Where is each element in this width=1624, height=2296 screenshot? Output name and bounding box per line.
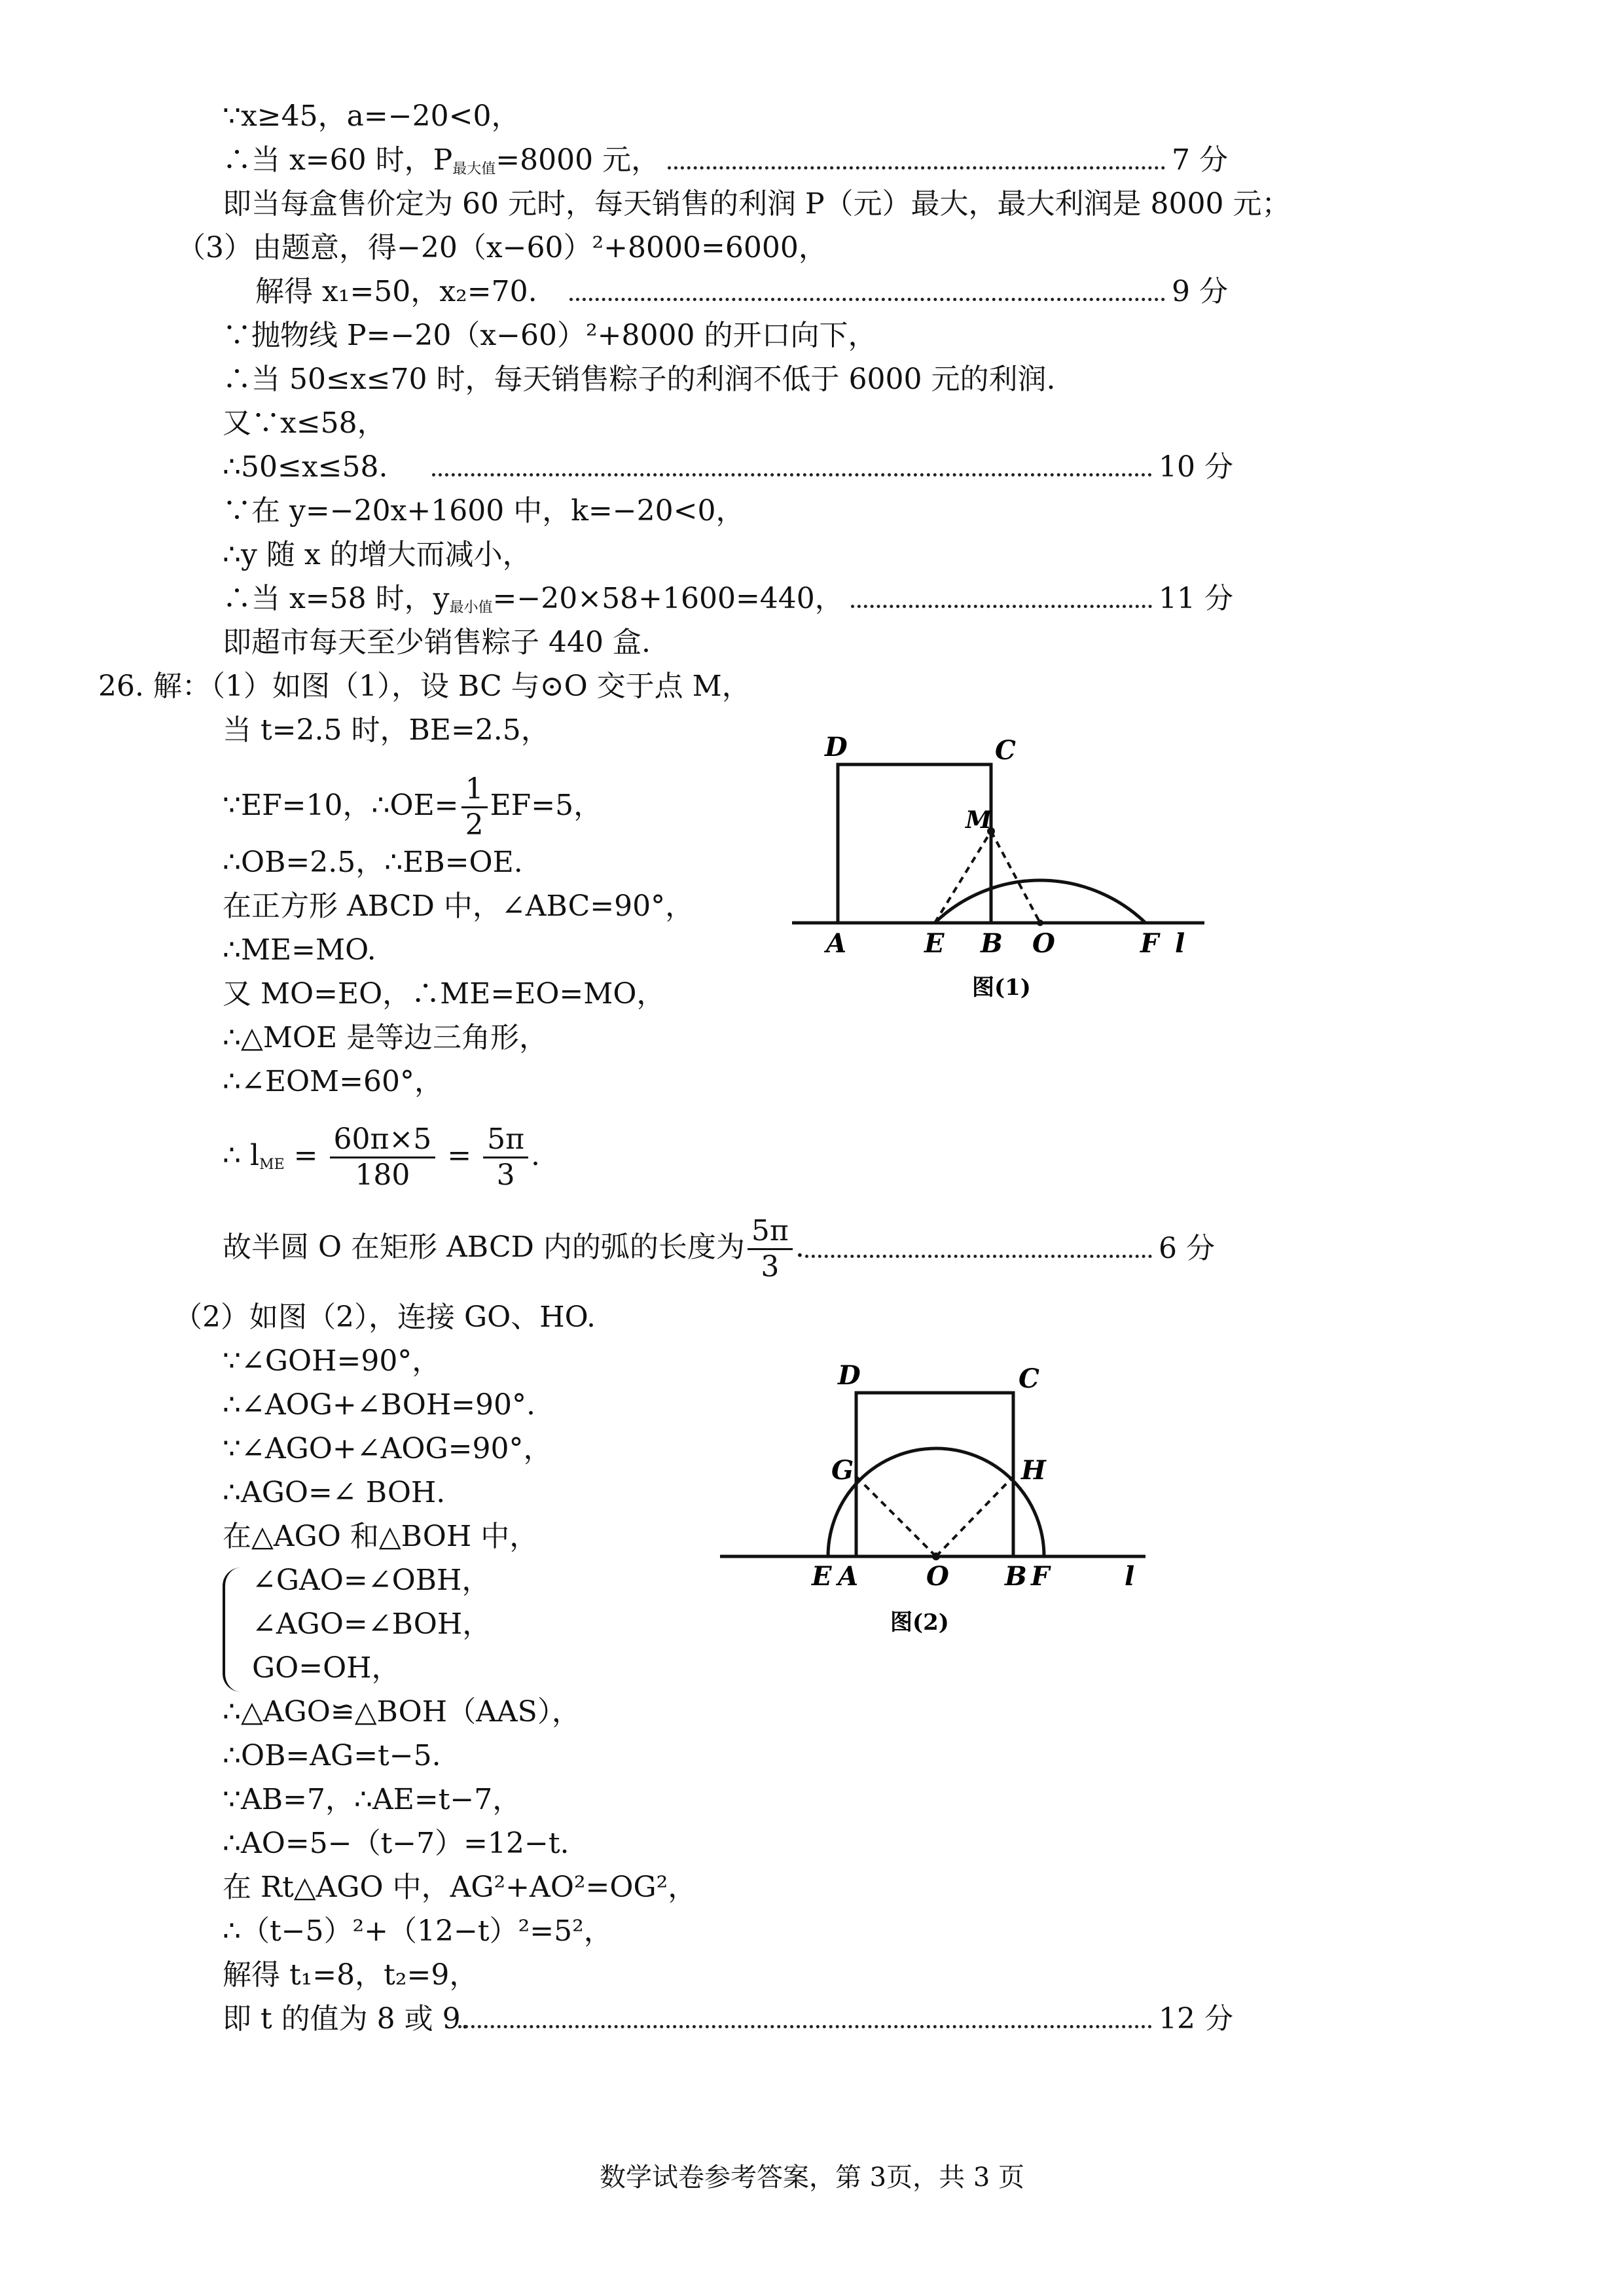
solution-line: ∵x≥45，a=−20<0， [223,99,520,133]
score-label: 9 分 [1172,275,1228,308]
solution-line: ∴AO=5−（t−7）=12−t. [223,1827,569,1860]
label-a: A [838,1561,859,1592]
solution-line: ∴OB=AG=t−5. [223,1739,441,1772]
label-l: l [1125,1561,1135,1592]
segment-ho [936,1477,1013,1556]
solution-line: 即超市每天至少销售粽子 440 盒. [223,626,651,659]
solution-line: ∵∠GOH=90°， [223,1344,441,1378]
fraction: $\frac{5\pi}{3}$ [483,1122,528,1193]
label-d: D [825,732,848,762]
solution-line: ∴∠EOM=60°， [223,1065,443,1098]
segment-me [935,831,991,923]
solution-line: ∴50≤x≤58. [223,450,388,484]
system-brace [223,1568,241,1692]
solution-line: ∴ $l_{ME}$ = $\frac{60\pi\times 5}{180}$ = $\frac{5\pi}{3}$ . [223,1122,541,1192]
solution-line: 当 t=2.5 时，BE=2.5， [223,713,550,747]
score-leader [458,2025,1152,2028]
question-heading: 26. 解：（1）如图（1），设 BC 与⊙O 交于点 M， [98,670,751,703]
solution-line: ∴△MOE 是等边三角形， [223,1021,549,1054]
score-label: 12 分 [1159,2002,1233,2036]
solution-line: 又 MO=EO，∴ME=EO=MO， [223,977,666,1011]
solution-line: ∴当 x=60 时，$P_{最大值}=8000$ 元， [223,143,660,177]
figure-caption: 图(1) [972,975,1031,1001]
fraction: $\frac{1}{2}$ [461,772,488,842]
label-b: B [1005,1561,1027,1592]
solution-line: ∵AB=7，∴AE=t−7， [223,1783,522,1816]
solution-line: ∴（t−5）²+（12−t）²=5²， [223,1914,613,1948]
segment-go [856,1477,936,1556]
solution-line: 在 Rt△AGO 中，AG²+AO²=OG²， [223,1871,697,1904]
label-c: C [995,735,1016,766]
label-m: M [965,806,992,834]
label-a: A [826,928,847,959]
label-o: O [926,1561,949,1592]
solution-line: ∵在 y=−20x+1600 中，k=−20<0， [223,494,745,528]
solution-line: ∠AGO=∠BOH， [252,1607,492,1641]
solution-line: ∠GAO=∠OBH， [252,1564,491,1597]
score-leader [569,298,1165,301]
solution-line: 在正方形 ABCD 中，∠ABC=90°， [223,889,695,923]
solution-line: GO=OH， [252,1651,401,1685]
label-g: G [831,1455,854,1486]
score-leader [668,166,1165,170]
fraction: $\frac{5\pi}{3}$ [748,1214,793,1284]
solution-line: ∴ME=MO. [223,933,376,967]
solution-line: ∴y 随 x 的增大而减小， [223,538,532,571]
solution-line: 解得 x₁=50，x₂=70. [255,275,537,308]
page-footer: 数学试卷参考答案，第 3页，共 3 页 [599,2162,1025,2193]
score-leader [805,1255,1152,1258]
label-b: B [981,928,1003,959]
solution-line: ∴△AGO≌△BOH（AAS）， [223,1695,581,1729]
solution-line: ∵∠AGO+∠AOG=90°， [223,1432,552,1465]
solution-line: 即 t 的值为 8 或 9. [223,2002,470,2036]
figure-caption: 图(2) [890,1609,949,1636]
label-l: l [1175,928,1185,959]
score-label: 7 分 [1172,143,1228,177]
fraction: $\frac{60\pi\times 5}{180}$ [330,1122,436,1193]
label-o: O [1032,928,1055,959]
solution-line: ∴当 x=58 时，$y_{最小值}=-20\times 58+1600=440$， [223,582,844,616]
solution-line: 在△AGO 和△BOH 中， [223,1520,539,1553]
score-label: 10 分 [1159,450,1233,484]
label-d: D [838,1360,861,1391]
solution-line: 即当每盒售价定为 60 元时，每天销售的利润 P（元）最大，最大利润是 8000 元； [223,187,1291,221]
point-o [932,1552,940,1560]
solution-line: ∴AGO=∠ BOH. [223,1476,446,1509]
solution-line: 解得 t₁=8，t₂=9， [223,1958,478,1992]
label-f: F [1140,928,1159,959]
score-leader [851,605,1152,608]
segment-mo [991,831,1040,923]
solution-line: ∵抛物线 P=−20（x−60）²+8000 的开口向下， [223,319,877,352]
point-o [1037,920,1043,926]
solution-line: （3）由题意，得−20（x−60）²+8000=6000， [177,231,827,264]
solution-line: 故半圆 O 在矩形 ABCD 内的弧的长度为 $\frac{5\pi}{3}$ . [223,1214,804,1283]
solution-line: （2）如图（2），连接 GO、HO. [173,1300,596,1334]
solution-line: ∴OB=2.5，∴EB=OE. [223,846,523,879]
label-e: E [924,928,945,959]
label-f: F [1031,1561,1050,1592]
figure-2 [713,1348,1172,1649]
solution-line: 又∵x≤58， [223,406,386,440]
semicircle-arc [935,880,1146,923]
score-label: 11 分 [1159,582,1233,615]
solution-line: ∴当 50≤x≤70 时，每天销售粽子的利润不低于 6000 元的利润. [223,363,1056,396]
score-label: 6 分 [1159,1232,1215,1265]
label-c: C [1019,1363,1039,1394]
score-leader [432,473,1152,476]
label-e: E [812,1561,832,1592]
rectangle-abcd [856,1393,1013,1556]
figure-1 [785,726,1257,1008]
solution-line: ∴∠AOG+∠BOH=90°. [223,1388,536,1422]
label-h: H [1021,1455,1046,1486]
solution-line: ∵EF=10，∴OE= $\frac{1}{2}$ EF=5， [223,772,603,842]
